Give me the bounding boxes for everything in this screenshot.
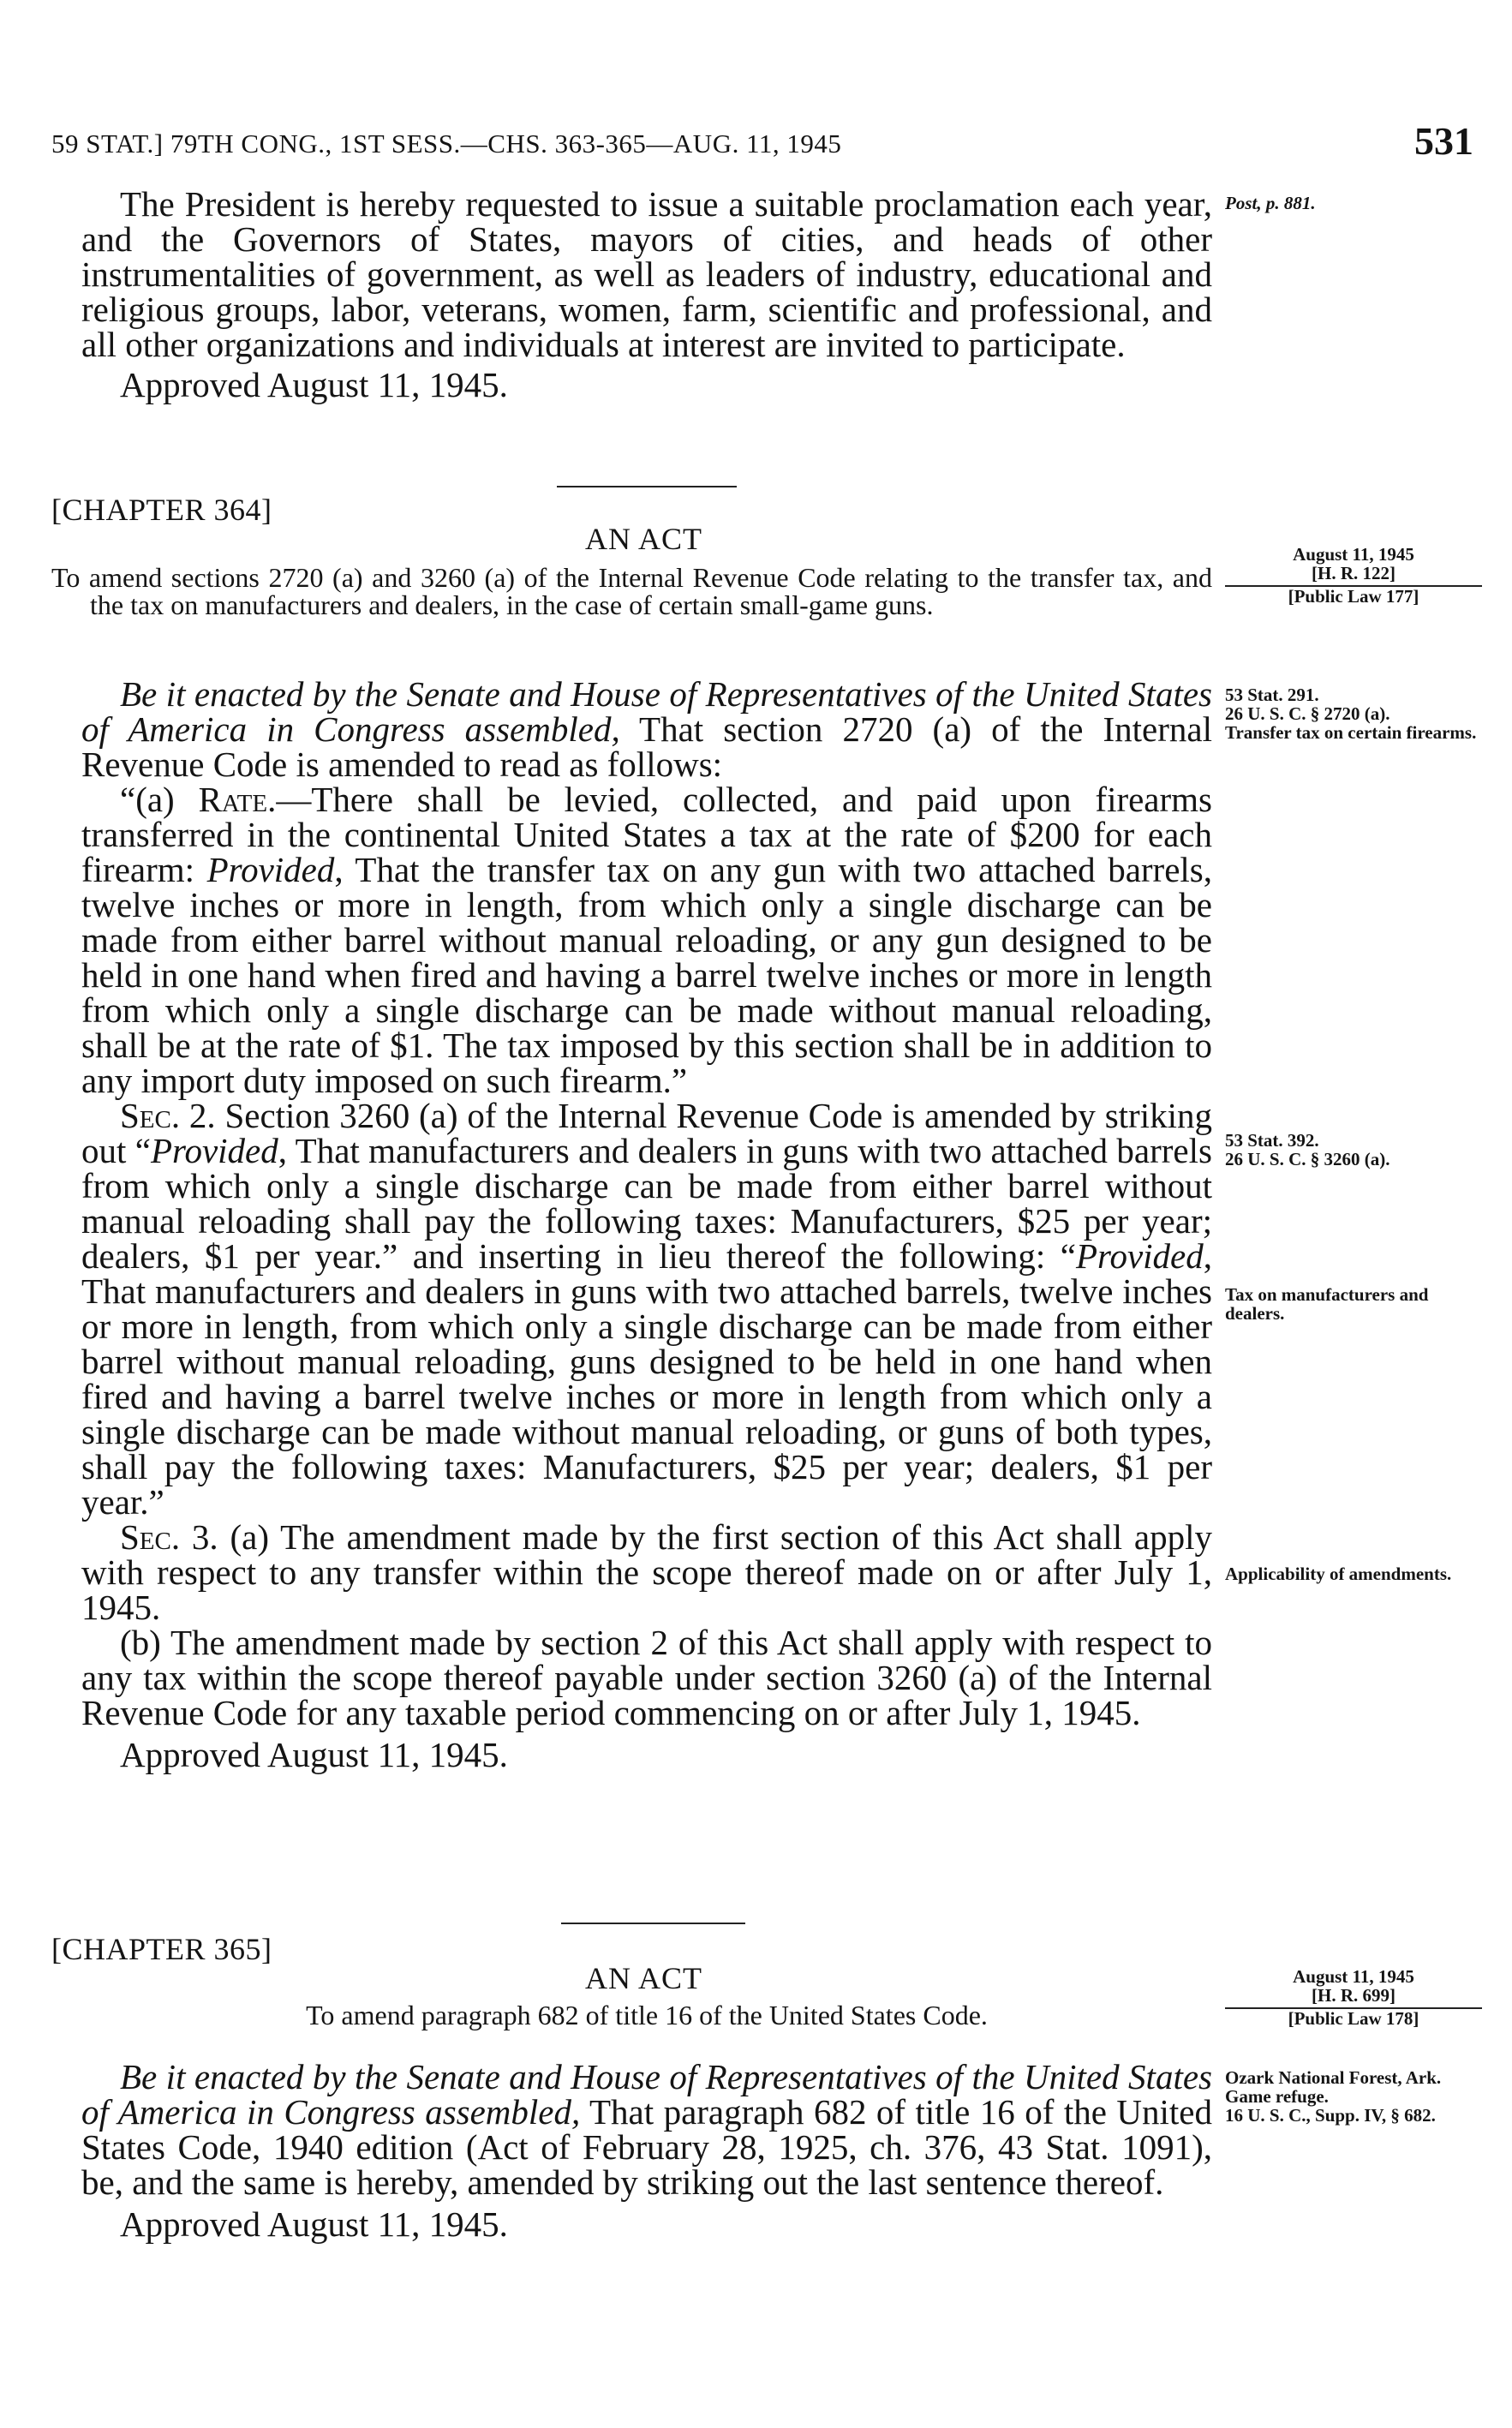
- margin-bill: [H. R. 122]: [1312, 563, 1395, 583]
- sec3-label: Sec: [120, 1517, 171, 1557]
- margin-date: August 11, 1945: [1293, 1966, 1414, 1987]
- margin2-stat: 53 Stat. 392.: [1225, 1130, 1319, 1151]
- margin-bill: [H. R. 699]: [1312, 1985, 1395, 2006]
- margin-subtopic: Game refuge.: [1225, 2086, 1329, 2107]
- ch364-body: [81, 674, 1213, 1774]
- ch365-label: [CHAPTER 365]: [51, 1932, 272, 1966]
- sec2-b: , That manufacturers and dealers in guns with two attached barrels from which only a single discharge can be made from either barrel without manual reloading shall pay the following taxes: Manufacturers, $25 per year; dealers, $1 per year.” and inserting in lieu thereof the following: “: [81, 1131, 1212, 1276]
- ch364-section-2: [81, 1098, 1212, 1520]
- margin1-stat: 53 Stat. 291.: [1225, 685, 1319, 705]
- margin4-topic: Applicability of amendments.: [1225, 1564, 1452, 1584]
- sec2-label: Sec: [120, 1096, 171, 1135]
- separator-rule: [557, 486, 737, 487]
- ch364-section-3a: [81, 1517, 1212, 1627]
- ch363-paragraph: The President is hereby requested to issue a suitable proclamation each year, and the Governors of States, mayors of cities, and heads of other instrumentalities of government, as well as leaders of industry, educational and religious groups, labor, veterans, women, farm, scientific and professional, and all other organizations and individuals at interest are invited to participate.: [81, 184, 1212, 364]
- provided-1: Provided: [206, 850, 335, 889]
- ch364-purpose-rest: to the transfer tax, and the tax on manufacturers and dealers, in the case of certain small-game guns.: [90, 562, 1213, 620]
- enacting-formula: Be it enacted by the Senate and House of Representatives of the United States of America in Congress assembled,: [81, 674, 1212, 749]
- margin-date: August 11, 1945: [1293, 544, 1414, 565]
- rate-open: “(a): [120, 780, 199, 819]
- ch364-margin-2: [1225, 1131, 1482, 1169]
- sec3-a: . 3. (a) The amendment made by the first section of this Act shall apply with respect to any transfer within the scope thereof made on or after July 1, 1945.: [81, 1517, 1212, 1627]
- ch365-approved: Approved August 11, 1945.: [120, 2204, 508, 2244]
- enacting-formula: Be it enacted by the Senate and House of Representatives of the United States of America in Congress assembled,: [81, 2057, 1212, 2132]
- ch364-purpose: [51, 564, 1212, 619]
- running-head: 59 STAT.] 79TH CONG., 1ST SESS.—CHS. 363-365—AUG. 11, 1945: [51, 129, 842, 158]
- provided-3: Provided: [1075, 1236, 1204, 1276]
- ch364-purpose-line1: To amend sections 2720 (a) and 3260 (a) of the Internal Revenue Code relating: [51, 562, 949, 593]
- ch365-body: [81, 2057, 1212, 2244]
- ch363-approved: Approved August 11, 1945.: [120, 365, 508, 404]
- ch365-an-act: AN ACT: [585, 1961, 703, 1995]
- ch363-margin-note: [1225, 194, 1482, 212]
- ch363-body: [81, 184, 1212, 404]
- ch365-margin-citation: [1225, 1967, 1482, 2028]
- ch364-margin-4: [1225, 1564, 1482, 1583]
- ch364-margin-1: [1225, 685, 1482, 742]
- rate-label: Rate: [198, 780, 268, 819]
- ch365-purpose: To amend paragraph 682 of title 16 of the United States Code.: [306, 2000, 988, 2030]
- margin1-usc: 26 U. S. C. § 2720 (a).: [1225, 703, 1390, 724]
- separator-rule-2: [561, 1923, 745, 1924]
- enacting-text: That paragraph 682 of title 16 of the United States Code, 1940 edition (Act of February 28, 1925, ch. 376, 43 Stat. 1091), be, and the same is hereby, amended by striking out the last sentence thereof.: [81, 2092, 1212, 2202]
- ch364-label: [CHAPTER 364]: [51, 493, 272, 527]
- margin1-topic: Transfer tax on certain firearms.: [1225, 722, 1477, 743]
- margin-note: Post, p. 881.: [1225, 193, 1316, 213]
- ch364-enacting-clause: [81, 674, 1212, 784]
- rate-body-2: , That the transfer tax on any gun with two attached barrels, twelve inches or more in length, from which only a single discharge can be made from either barrel without manual reloading, or any gun designed to be held in one hand when fired and having a barrel twelve inches or more in length from which only a single discharge can be made without manual reloading, shall be at the rate of $1. The tax imposed by this section shall be in addition to any import duty imposed on such firearm.”: [81, 850, 1213, 1100]
- sec2-c: , That manufacturers and dealers in guns with two attached barrels, twelve inches or more in length, from which only a single discharge can be made from either barrel without manual reloading, guns designed to be held in one hand when fired and having a barrel twelve inches or more in length from which only a single discharge can be made without manual reloading, or guns of both types, shall pay the following taxes: Manufacturers, $25 per year; dealers, $1 per year.”: [81, 1236, 1212, 1522]
- ch365-enacting-clause: [81, 2057, 1212, 2202]
- margin-public-law: [Public Law 177]: [1225, 585, 1482, 606]
- ch364-an-act: AN ACT: [585, 522, 703, 556]
- ch364-approved: Approved August 11, 1945.: [120, 1735, 508, 1774]
- page-header: [51, 118, 1473, 170]
- sec2-a: . 2. Section 3260 (a) of the Internal Revenue Code is amended by striking out “: [81, 1096, 1212, 1170]
- margin-public-law: [Public Law 178]: [1225, 2007, 1482, 2028]
- enacting-text: That section 2720 (a) of the Internal Revenue Code is amended to read as follows:: [81, 709, 1212, 784]
- ch364-margin-3: [1225, 1285, 1482, 1323]
- ch365-margin-notes: [1225, 2068, 1482, 2125]
- provided-2: Provided: [150, 1131, 278, 1170]
- ch364-margin-citation: [1225, 545, 1482, 606]
- margin-topic: Ozark National Forest, Ark.: [1225, 2067, 1442, 2088]
- ch364-rate-paragraph: [81, 782, 1212, 1098]
- margin3-topic: Tax on manufacturers and dealers.: [1225, 1284, 1429, 1324]
- margin-usc: 16 U. S. C., Supp. IV, § 682.: [1225, 2105, 1436, 2126]
- margin2-usc: 26 U. S. C. § 3260 (a).: [1225, 1149, 1390, 1169]
- ch364-section-3b: (b) The amendment made by section 2 of this Act shall apply with respect to any tax within the scope thereof payable under section 3260 (a) of the Internal Revenue Code for any taxable period commencing on or after July 1, 1945.: [81, 1623, 1212, 1732]
- page-number: 531: [1414, 119, 1473, 163]
- rate-body-1: .—There shall be levied, collected, and paid upon firearms transferred in the continental United States a tax at the rate of $200 for each firearm:: [81, 780, 1213, 889]
